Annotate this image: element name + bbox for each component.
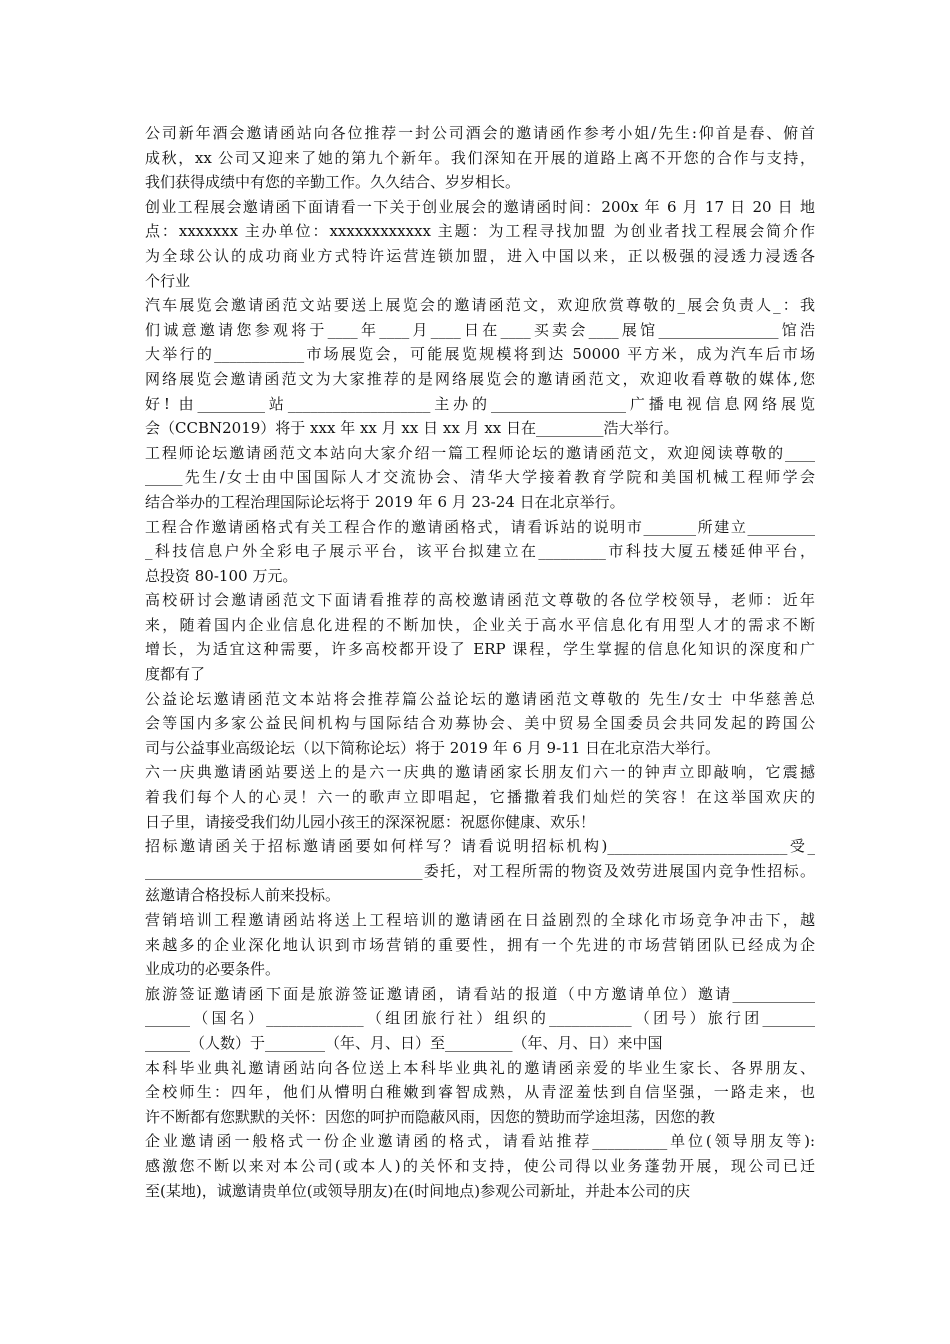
paragraph [145, 588, 815, 686]
paragraph [145, 121, 815, 195]
text-line: 点：xxxxxxx 主办单位：xxxxxxxxxxxx 主题：为工程寻找加盟 为创业者找工程展会简介作 [145, 222, 815, 241]
text-line: 业成功的必要条件。 [145, 960, 281, 979]
text-line: 来越多的企业深化地认识到市场营销的重要性，拥有一个先进的市场营销团队已经成为企 [145, 935, 815, 954]
text-line: 日子里，请接受我们幼儿园小孩王的深深祝愿：祝愿你健康、欢乐！ [145, 812, 596, 831]
text-line: 工程合作邀请函格式有关工程合作的邀请函格式，请看诉站的说明市_______所建立_________ [145, 517, 815, 536]
text-line: 们诚意邀请您参观将于____年____月____日在____买卖会____展馆________________馆浩 [145, 320, 815, 339]
paragraph [145, 1129, 815, 1203]
text-line: 会（CCBN2019）将于 xxx 年 xx 月 xx 日 xx 月 xx 日在_________浩大举行。 [145, 419, 679, 438]
paragraph [145, 1056, 815, 1130]
paragraph [145, 982, 815, 1056]
text-line: 着我们每个人的心灵！六一的歌声立即唱起，它播撒着我们灿烂的笑容！在这举国欢庆的 [145, 788, 815, 807]
text-line: 感激您不断以来对本公司(或本人)的关怀和支持，使公司得以业务蓬勃开展，现公司已迁 [145, 1156, 815, 1175]
text-line: 来，随着国内企业信息化进程的不断加快，企业关于高水平信息化有用型人才的需求不断 [145, 615, 815, 634]
text-line: 我们获得成绩中有您的辛勤工作。久久结合、岁岁相长。 [145, 173, 521, 192]
text-line: 大举行的____________市场展览会，可能展览规模将到达 50000 平方米，成为汽车后市场 [145, 345, 815, 364]
text-line: 为全球公认的成功商业方式特许运营连锁加盟，进入中国以来，正以极强的浸透力浸透各 [145, 246, 815, 265]
text-line: 招标邀请函关于招标邀请函要如何样写？请看说明招标机构)________________________受_ [145, 837, 815, 856]
text-line: 许不断都有您默默的关怀：因您的呵护而隐蔽风雨，因您的赞助而学途坦荡，因您的教 [145, 1107, 716, 1126]
text-line: 工程师论坛邀请函范文本站向大家介绍一篇工程师论坛的邀请函范文，欢迎阅读尊敬的____ [145, 443, 815, 462]
text-line: 兹邀请合格投标人前来投标。 [145, 886, 341, 905]
text-line: 全校师生：四年，他们从懵明白稚嫩到睿智成熟，从青涩羞怯到自信坚强，一路走来，也 [145, 1083, 815, 1102]
paragraph [145, 515, 815, 589]
document-body [145, 121, 815, 1203]
paragraph [145, 441, 815, 515]
paragraph [145, 760, 815, 834]
text-line: 成秋，xx 公司又迎来了她的第九个新年。我们深知在开展的道路上离不开您的合作与支持， [145, 148, 815, 167]
paragraph [145, 908, 815, 982]
text-line: 创业工程展会邀请函下面请看一下关于创业展会的邀请函时间：200x 年 6 月 17 日 20 日 地 [145, 197, 815, 216]
text-line: 公司新年酒会邀请函站向各位推荐一封公司酒会的邀请函作参考小姐/先生:仰首是春、俯首 [145, 124, 815, 142]
text-line: 会等国内多家公益民间机构与国际结合劝募协会、美中贸易全国委员会共同发起的跨国公 [145, 714, 815, 733]
text-line: 结合举办的工程治理国际论坛将于 2019 年 6 月 23-24 日在北京举行。 [145, 492, 625, 511]
text-line: 个行业 [145, 271, 191, 290]
text-line: 总投资 80-100 万元。 [145, 566, 298, 585]
text-line: 公益论坛邀请函范文本站将会推荐篇公益论坛的邀请函范文尊敬的 先生/女士 中华慈善总 [145, 689, 815, 708]
paragraph [145, 687, 815, 761]
text-line: 至(某地)，诚邀请贵单位(或领导朋友)在(时间地点)参观公司新址，并赴本公司的庆 [145, 1181, 691, 1200]
text-line: 本科毕业典礼邀请函站向各位送上本科毕业典礼的邀请函亲爱的毕业生家长、各界朋友、 [145, 1058, 815, 1077]
text-line: 汽车展览会邀请函范文站要送上展览会的邀请函范文，欢迎欣赏尊敬的_展会负责人_：我 [145, 296, 815, 315]
text-line: 增长，为适宜这种需要，许多高校都开设了 ERP 课程，学生掌握的信息化知识的深度和广 [145, 640, 815, 659]
text-line: ______（人数）于________（年、月、日）至_________（年、月、日）来中国 [145, 1033, 663, 1052]
text-line: 营销培训工程邀请函站将送上工程培训的邀请函在日益剧烈的全球化市场竞争冲击下，越 [145, 911, 815, 929]
text-line: 企业邀请函一般格式一份企业邀请函的格式，请看站推荐__________单位(领导朋友等): [145, 1132, 815, 1151]
paragraph [145, 834, 815, 908]
text-line: 司与公益事业高级论坛（以下简称论坛）将于 2019 年 6 月 9-11 日在北京浩大举行。 [145, 738, 721, 757]
text-line: 度都有了 [145, 665, 206, 684]
text-line: 高校研讨会邀请函范文下面请看推荐的高校邀请函范文尊敬的各位学校领导，老师：近年 [145, 591, 815, 610]
text-line: _科技信息户外全彩电子展示平台，该平台拟建立在_________市科技大厦五楼延伸平台， [145, 542, 815, 561]
text-line: _____先生/女士由中国国际人才交流协会、清华大学接着教育学院和美国机械工程师学会 [145, 468, 815, 487]
text-line: 旅游签证邀请函下面是旅游签证邀请函，请看站的报道（中方邀请单位）邀请___________ [145, 984, 815, 1003]
text-line: _____________________________________委托，对工程所需的物资及效劳进展国内竞争性招标。 [145, 861, 815, 880]
paragraph [145, 293, 815, 441]
text-line: ______（国名）_____________（组团旅行社）组织的___________（团号）旅行团_______ [145, 1009, 815, 1028]
text-line: 好! 由_________站___________________主办的__________________广播电视信息网络展览 [145, 394, 815, 413]
paragraph [145, 195, 815, 293]
text-line: 网络展览会邀请函范文为大家推荐的是网络展览会的邀请函范文，欢迎收看尊敬的媒体,您 [145, 369, 815, 388]
text-line: 六一庆典邀请函站要送上的是六一庆典的邀请函家长朋友们六一的钟声立即敲响，它震撼 [145, 763, 815, 782]
